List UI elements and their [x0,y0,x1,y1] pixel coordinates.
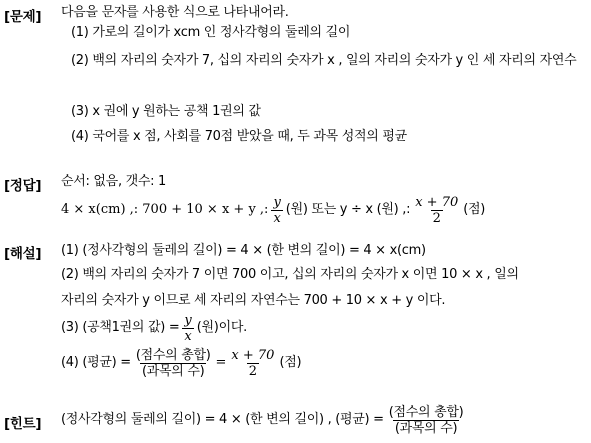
answer-frac1-num: y [273,194,281,210]
problem-label: [문제] [4,9,42,25]
answer-frac2-num: x + 70 [415,194,459,210]
hint-line [61,398,468,442]
problem-item-3: (3) x 권에 y 원하는 공책 1권의 값 [71,104,261,119]
explanation-line4-fraction-1 [134,348,213,379]
problem-intro: 다음을 문자를 사용한 식으로 나타내어라. [61,5,289,20]
answer-fraction-2 [413,195,460,226]
answer-part1: 4 × x(cm) ,: 700 + 10 × x + y ,: [61,202,269,217]
answer-part2: (원) 또는 y ÷ x (원) ,: [285,202,411,217]
problem-item-2: (2) 백의 자리의 숫자가 7, 십의 자리의 숫자가 x , 일의 자리의 숫자가 y 인 세 자리의 자연수 [71,53,577,68]
hint-text: (정사각형의 둘레의 길이) = 4 × (한 변의 길이) , (평균) = [61,412,384,427]
answer-label: [정답] [4,178,42,194]
hint-fraction [387,405,466,436]
answer-expression-line [61,190,485,230]
hint-frac-num: (점수의 총합) [388,404,464,420]
answer-order-line: 순서: 없음, 갯수: 1 [61,174,167,189]
explanation-label: [해설] [4,246,42,262]
hint-label: [힌트] [4,416,42,432]
explanation-line4-den2: 2 [248,363,258,379]
explanation-line4-eq: = [215,355,227,370]
explanation-line4-num1: (점수의 총합) [135,347,211,363]
problem-item-4: (4) 국어를 x 점, 사회를 70점 받았을 때, 두 과목 성적의 평균 [71,129,407,144]
answer-frac2-den: 2 [432,210,441,226]
explanation-line3-post: (원)이다. [196,320,247,335]
explanation-line-3 [61,310,247,346]
explanation-line3-pre: (3) (공책1권의 값) = [61,320,180,335]
problem-item-1: (1) 가로의 길이가 xcm 인 정사각형의 둘레의 길이 [71,25,351,40]
explanation-line3-num: y [184,312,192,328]
answer-fraction-1 [271,195,282,226]
explanation-line-4 [61,344,301,382]
explanation-line4-num2: x + 70 [231,347,275,363]
answer-part3: (점) [463,202,486,217]
explanation-line-2a: (2) 백의 자리의 숫자가 7 이면 700 이고, 십의 자리의 숫자가 x 이면 10 × x , 일의 [61,267,519,282]
explanation-line4-post: (점) [279,355,302,370]
explanation-line3-fraction [182,313,193,344]
explanation-line4-fraction-2 [229,348,276,379]
answer-frac1-den: x [273,210,281,226]
explanation-line3-den: x [184,328,192,344]
explanation-line4-den1: (과목의 수) [141,363,205,379]
explanation-line-1: (1) (정사각형의 둘레의 길이) = 4 × (한 변의 길이) = 4 × x(cm) [61,243,426,258]
explanation-line-2b: 자리의 숫자가 y 이므로 세 자리의 자연수는 700 + 10 × x + y 이다. [61,293,446,308]
hint-frac-den: (과목의 수) [394,420,458,436]
explanation-line4-pre: (4) (평균) = [61,355,131,370]
